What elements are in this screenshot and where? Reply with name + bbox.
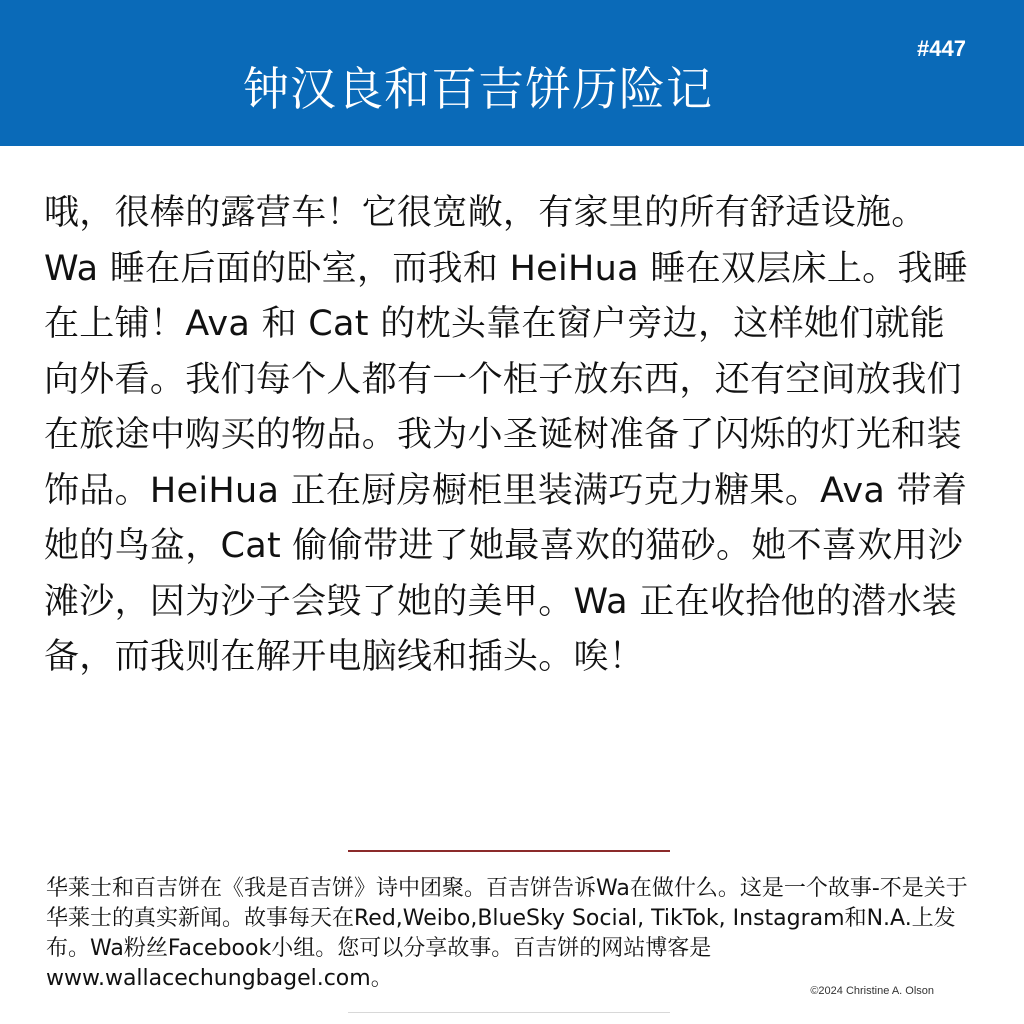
header-banner bbox=[0, 0, 1024, 146]
section-divider bbox=[348, 850, 670, 852]
story-text: 哦，很棒的露营车！它很宽敞，有家里的所有舒适设施。Wa 睡在后面的卧室，而我和 HeiHua 睡在双层床上。我睡在上铺！Ava 和 Cat 的枕头靠在窗户旁边，这样她们就能向外看。我们每个人都有一个柜子放东西，还有空间放我们在旅途中购买的物品。我为小圣诞树准备了闪烁的灯光和装饰品。HeiHua 正在厨房橱柜里装满巧克力糖果。Ava 带着她的鸟盆，Cat 偷偷带进了她最喜欢的猫砂。她不喜欢用沙滩沙，因为沙子会毁了她的美甲。Wa 正在收拾他的潜水装备，而我则在解开电脑线和插头。唉！ bbox=[44, 193, 969, 677]
bottom-divider bbox=[348, 1012, 670, 1013]
footer-note: 华莱士和百吉饼在《我是百吉饼》诗中团聚。百吉饼告诉Wa在做什么。这是一个故事-不是关于华莱士的真实新闻。故事每天在Red,Weibo,BlueSky Social, TikTok, Instagram和N.A.上发布。Wa粉丝Facebook小组。您可以分享故事。百吉饼的网站博客是www.wallacechungbagel.com。 bbox=[46, 876, 968, 991]
issue-number: #447 bbox=[917, 36, 966, 61]
copyright-notice: ©2024 Christine A. Olson bbox=[810, 985, 934, 997]
page-title: 钟汉良和百吉饼历险记 bbox=[243, 62, 713, 116]
